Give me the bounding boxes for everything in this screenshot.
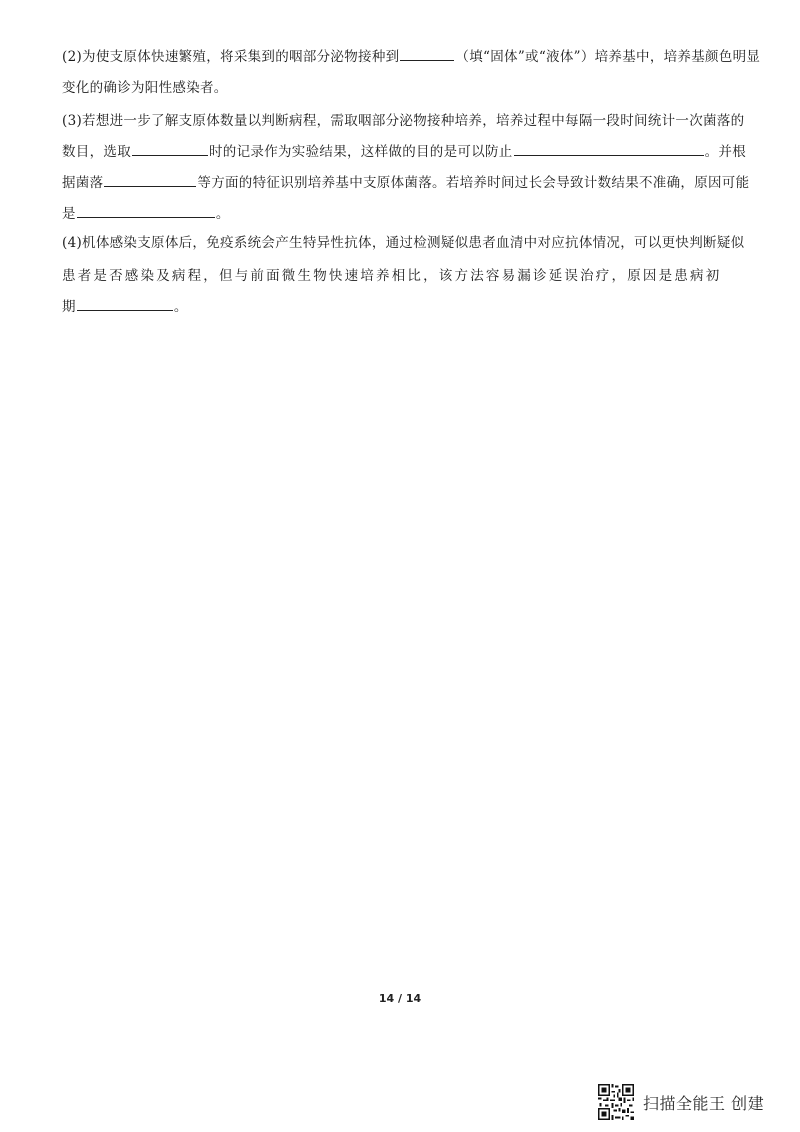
answer-blank (104, 174, 196, 187)
question-3-line-4 (62, 202, 230, 222)
question-3-text-e: 据菌落 (62, 175, 104, 191)
question-2-text-c: 变化的确诊为阳性感染者。 (62, 80, 228, 96)
question-2-text-a: (2)为使支原体快速繁殖，将采集到的咽部分泌物接种到 (62, 49, 400, 65)
question-4-text-b: 患者是否感染及病程，但与前面微生物快速培养相比，该方法容易漏诊延误治疗，原因是患病初 (62, 268, 722, 284)
question-3-text-c: 时的记录作为实验结果，这样做的目的是可以防止 (209, 144, 513, 160)
question-4-line-3 (62, 295, 188, 315)
question-4-line-2 (62, 264, 721, 284)
answer-blank (514, 143, 704, 156)
answer-blank (132, 143, 208, 156)
answer-blank (77, 298, 173, 311)
scanner-app-text: 扫描全能王 创建 (643, 1093, 765, 1113)
question-3-text-b: 数目，选取 (62, 144, 131, 160)
question-2-line-2 (62, 76, 228, 96)
page-number: 14 / 14 (378, 992, 422, 1005)
scanner-watermark (598, 1084, 764, 1120)
qr-code-icon (598, 1084, 634, 1120)
question-4-line-1 (62, 231, 744, 251)
question-4-text-c: 期 (62, 299, 76, 315)
question-3-text-f: 等方面的特征识别培养基中支原体菌落。若培养时间过长会导致计数结果不准确，原因可能 (197, 175, 750, 191)
question-2-text-b: （填“固体”或“液体”）培养基中，培养基颜色明显 (455, 49, 761, 65)
question-2-line-1 (62, 45, 760, 65)
question-3-text-g: 是 (62, 206, 76, 222)
answer-blank (400, 48, 454, 61)
answer-blank (77, 205, 215, 218)
question-4-text-d: 。 (173, 299, 188, 315)
question-4-text-a: (4)机体感染支原体后，免疫系统会产生特异性抗体，通过检测疑似患者血清中对应抗体情况，可以更快判断疑似 (62, 235, 745, 251)
question-3-text-h: 。 (215, 206, 230, 222)
question-3-text-a: (3)若想进一步了解支原体数量以判断病程，需取咽部分泌物接种培养，培养过程中每隔一段时间统计一次菌落的 (62, 113, 745, 129)
question-3-line-2 (62, 140, 746, 160)
question-3-line-3 (62, 171, 749, 191)
question-3-text-d: 。并根 (704, 144, 747, 160)
question-3-line-1 (62, 109, 744, 129)
